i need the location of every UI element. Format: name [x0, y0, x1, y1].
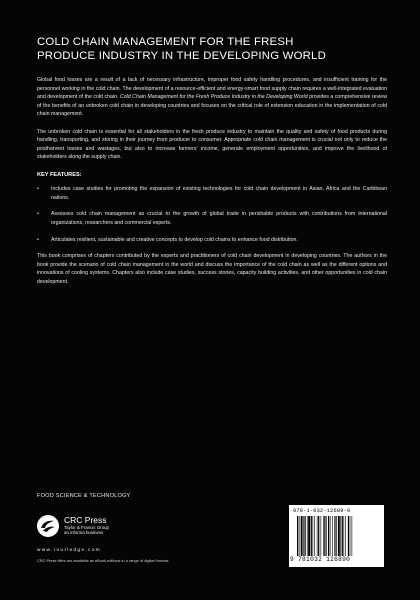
- barcode-bar: [344, 516, 345, 556]
- barcode-bar: [342, 516, 343, 556]
- barcode-bars: [297, 516, 377, 556]
- barcode-bar: [352, 516, 353, 556]
- barcode-bar: [328, 516, 329, 556]
- cover-title-line-1: COLD CHAIN MANAGEMENT FOR THE FRESH: [37, 36, 294, 48]
- chapters-paragraph: This book comprises of chapters contributed by the experts and practitioners of cold chain development in developing countries. The authors in the book provide the scenario of cold chain management in the world and discuss the importance of the cold chain as well as the different options and innovations of cooling systems. Chapters also include case studies, success stories, capacity building activities, and other opportunities in cold chain development.: [37, 253, 387, 285]
- publisher-logo: [37, 512, 157, 552]
- key-features-list: [37, 185, 387, 244]
- barcode-bar: [334, 516, 335, 556]
- cold-chain-paragraph: The unbroken cold chain is essential for all stakeholders in the fresh produce industry to maintain the quality and safety of food products during handling, transporting, and storing in their journey from producer to consumer. Appropriate cold chain management is crucial not only to reduce the postharvest losses and wastages, but also to increase farmers’ income, generate employment opportunities, and improve the livelihood of stakeholders along the supply chain.: [37, 128, 387, 161]
- barcode-bar: [323, 516, 324, 556]
- barcode-bar: [348, 516, 349, 556]
- barcode-bar: [313, 516, 314, 556]
- key-feature-text: Assesses cold chain management as crucial to the growth of global trade in perishable products with contributions from international organizations, researchers and commercial experts.: [51, 211, 387, 226]
- barcode-bar: [335, 516, 336, 556]
- blurb-body: [37, 76, 387, 295]
- intro-text-before: Global food losses are a result of a lack of necessary infrastructure, improper food safety handling procedures, and insufficient training for the personnel working in the cold chain. The development of a resource-efficient and energy-smart food supply chain requires a well-integrated evaluation and development of the cold chain.: [37, 77, 387, 101]
- subject-category: FOOD SCIENCE & TECHNOLOGY: [37, 493, 131, 499]
- barcode-bar: [308, 516, 310, 556]
- barcode-bar: [297, 516, 298, 556]
- barcode-bar: [311, 516, 312, 556]
- cover-title-line-2: PRODUCE INDUSTRY IN THE DEVELOPING WORLD: [37, 49, 327, 62]
- barcode-bar: [301, 516, 303, 556]
- key-feature-text: Articulates resilient, sustainable and creative concepts to develop cold chains to enhance food distribution.: [51, 236, 298, 243]
- barcode-bar: [332, 516, 333, 556]
- publisher-group: Taylor & Francis Group: [64, 525, 109, 530]
- barcode-bar: [314, 516, 315, 556]
- barcode-bar: [303, 516, 304, 556]
- key-features-heading: KEY FEATURES:: [37, 171, 82, 178]
- publisher-informa: an informa business: [64, 530, 104, 536]
- barcode-bar: [317, 516, 318, 556]
- cover-title: [37, 36, 387, 63]
- barcode-bar: [340, 516, 341, 556]
- bullet-icon: •: [37, 186, 39, 193]
- barcode-digits: 9 781032 126890: [290, 556, 351, 563]
- intro-book-title: Cold Chain Management for the Fresh Produce Industry in the Developing World: [119, 94, 308, 101]
- barcode-bar: [318, 516, 319, 556]
- isbn-number: 978-1-032-12689-0: [293, 508, 351, 514]
- barcode-bar: [326, 516, 327, 556]
- barcode-bar: [330, 516, 331, 556]
- barcode-bar: [321, 516, 322, 556]
- barcode-bar: [345, 516, 346, 556]
- barcode-bar: [304, 516, 305, 556]
- barcode-bar: [324, 516, 325, 556]
- key-feature-text: Includes case studies for promoting the expansion of existing technologies for cold chain development in Asian, Africa and the Caribbean nations.: [51, 186, 387, 201]
- publisher-website[interactable]: www.routledge.com: [37, 548, 101, 553]
- isbn-barcode: [289, 505, 384, 567]
- publisher-subtitle: [64, 525, 109, 535]
- key-feature-item: [37, 210, 387, 227]
- publisher-name: CRC Press: [64, 515, 107, 525]
- barcode-bar: [350, 516, 351, 556]
- barcode-bar: [307, 516, 308, 556]
- key-feature-item: [37, 236, 387, 245]
- crc-press-logo-icon: [37, 515, 59, 537]
- barcode-bar: [338, 516, 340, 556]
- ebook-note: CRC Press titles are available as eBook editions in a range of digital formats: [37, 558, 169, 563]
- intro-paragraph: [37, 76, 387, 119]
- bullet-icon: •: [37, 236, 39, 243]
- intro-text-after: provides a comprehensive review of the benefits of an unbroken cold chain in developing countries and focuses on the critical role of extension education in the implementation of cold chain management.: [37, 94, 388, 118]
- barcode-bar: [299, 516, 300, 556]
- key-feature-item: [37, 185, 387, 202]
- bullet-icon: •: [37, 211, 39, 218]
